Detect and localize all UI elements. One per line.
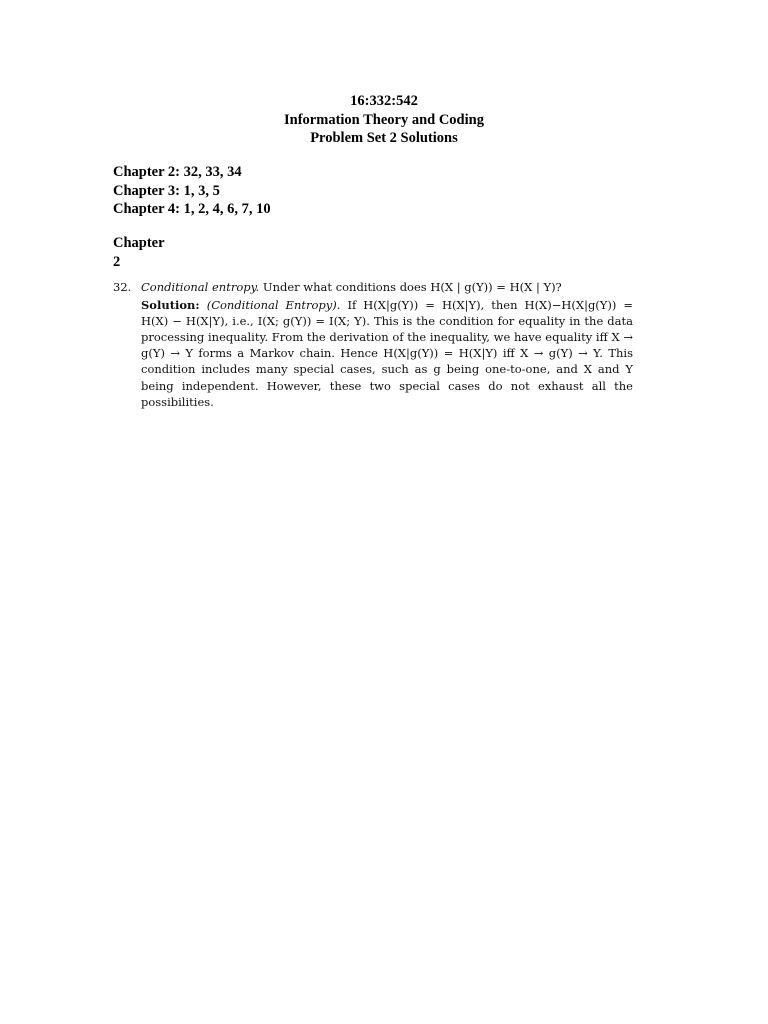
- section-heading: [113, 234, 165, 271]
- section-number: 2: [113, 253, 121, 270]
- solution: [141, 297, 633, 410]
- solution-text: If H(X|g(Y)) = H(X|Y), then H(X)−H(X|g(Y)) = H(X) − H(X|Y), i.e., I(X; g(Y)) = I(X; Y). This is the condition for equality in the data processing inequality. From the derivation of the inequality, we have equality iff X → g(Y) → Y forms a Markov chain. Hence H(X|g(Y)) = H(X|Y) iff X → g(Y) → Y. This condition includes many special cases, such as g being one-to-one, and X and Y being independent. However, these two special cases do not exhaust all the possibilities.: [141, 298, 634, 409]
- document-title: Problem Set 2 Solutions: [310, 130, 458, 146]
- course-title: Information Theory and Coding: [284, 111, 484, 128]
- page-header: [0, 92, 768, 148]
- problem-statement: [141, 279, 633, 295]
- course-number: 16:332:542: [350, 93, 418, 109]
- problem-number: 32.: [113, 280, 132, 294]
- solution-topic: (Conditional Entropy).: [206, 298, 341, 313]
- chapter-line: Chapter 2: 32, 33, 34: [113, 164, 242, 180]
- chapter-list: [113, 163, 271, 219]
- chapter-line: Chapter 3: 1, 3, 5: [113, 182, 220, 199]
- problem-body: [141, 279, 633, 410]
- problem-32: [113, 279, 633, 410]
- chapter-line: Chapter 4: 1, 2, 4, 6, 7, 10: [113, 201, 271, 217]
- problem-question: Under what conditions does H(X | g(Y)) = H(X | Y)?: [262, 280, 562, 294]
- solution-label: Solution:: [141, 298, 200, 313]
- section-label: Chapter: [113, 235, 165, 251]
- problem-title: Conditional entropy.: [141, 280, 260, 294]
